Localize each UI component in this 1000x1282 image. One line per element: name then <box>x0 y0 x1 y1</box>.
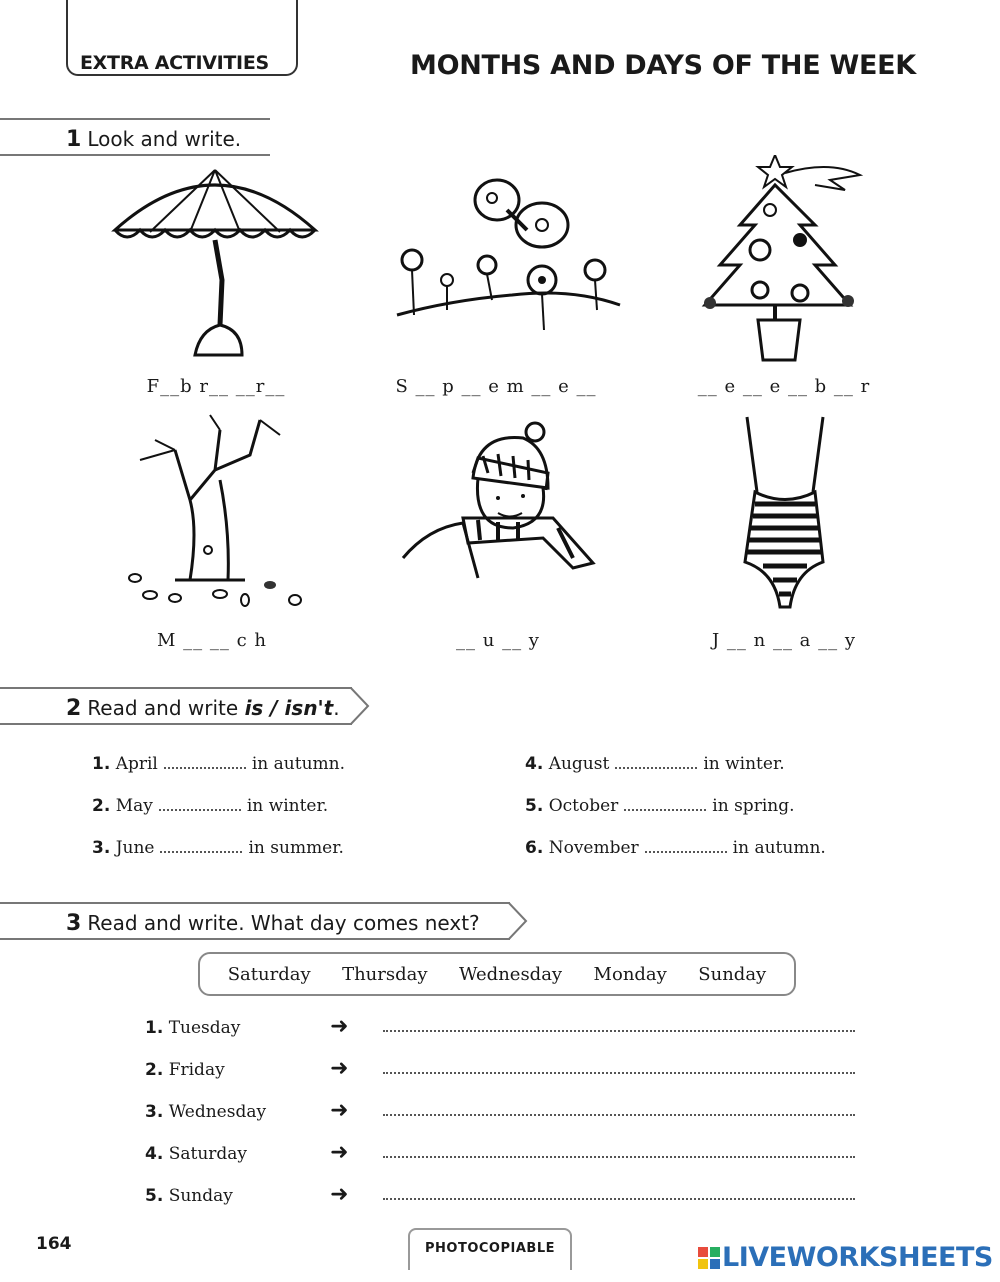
chevron-icon <box>350 687 370 725</box>
day-item: 5. Sunday <box>145 1186 233 1206</box>
puzzle-5[interactable]: __ u __ y <box>456 630 540 651</box>
swimsuit-picture <box>735 412 835 612</box>
answer-line[interactable] <box>383 1072 855 1074</box>
puzzle-6[interactable]: J __ n __ a __ y <box>711 630 857 651</box>
word-bank-word: Sunday <box>698 963 767 985</box>
boy-winter-picture <box>398 418 608 588</box>
answer-blank[interactable] <box>624 809 706 811</box>
page-title: MONTHS AND DAYS OF THE WEEK <box>410 50 916 81</box>
day-item: 1. Tuesday <box>145 1018 241 1038</box>
day-item: 3. Wednesday <box>145 1102 267 1122</box>
list-item: 3. June in summer. <box>92 838 344 858</box>
section-2-header <box>0 687 352 725</box>
arrow-right-icon: ➜ <box>330 1056 349 1081</box>
list-item: 6. November in autumn. <box>525 838 826 858</box>
answer-blank[interactable] <box>645 851 727 853</box>
list-item: 2. May in winter. <box>92 796 329 816</box>
section-2-instruction-prefix: Read and write <box>87 696 245 720</box>
word-bank-word: Monday <box>593 963 667 985</box>
puzzle-4[interactable]: M __ __ c h <box>157 630 267 651</box>
day-item: 4. Saturday <box>145 1144 248 1164</box>
puzzle-2[interactable]: S __ p __ e m __ e __ <box>395 376 597 397</box>
photocopiable-tab: PHOTOCOPIABLE <box>408 1228 572 1270</box>
umbrella-picture <box>110 160 320 360</box>
section-2-number: 2 <box>66 696 82 721</box>
puzzle-3[interactable]: __ e __ e __ b __ r <box>697 376 871 397</box>
word-bank <box>198 952 796 996</box>
arrow-right-icon: ➜ <box>330 1140 349 1165</box>
list-item: 1. April in autumn. <box>92 754 346 774</box>
day-item: 2. Friday <box>145 1060 225 1080</box>
logo-icon <box>698 1247 720 1269</box>
tab-label: EXTRA ACTIVITIES <box>80 52 269 74</box>
chevron-icon <box>508 902 528 940</box>
answer-blank[interactable] <box>615 767 697 769</box>
section-2-instruction-suffix: . <box>333 696 340 720</box>
section-1-header <box>0 118 270 156</box>
section-1-number: 1 <box>66 127 82 152</box>
christmas-tree-picture <box>700 155 870 365</box>
butterfly-flowers-picture <box>392 170 622 340</box>
word-bank-word: Thursday <box>342 963 428 985</box>
arrow-right-icon: ➜ <box>330 1014 349 1039</box>
answer-line[interactable] <box>383 1156 855 1158</box>
word-bank-word: Wednesday <box>458 963 563 985</box>
list-item: 4. August in winter. <box>525 754 785 774</box>
liveworksheets-logo <box>698 1242 993 1273</box>
tree-leaves-picture <box>120 410 310 610</box>
word-bank-word: Saturday <box>227 963 311 985</box>
list-item: 5. October in spring. <box>525 796 795 816</box>
section-3-instruction: Read and write. What day comes next? <box>87 911 480 935</box>
section-1-instruction: Look and write. <box>87 127 242 151</box>
answer-blank[interactable] <box>160 851 242 853</box>
brand-text: LIVEWORKSHEETS <box>722 1242 993 1273</box>
answer-blank[interactable] <box>164 767 246 769</box>
answer-line[interactable] <box>383 1114 855 1116</box>
section-3-number: 3 <box>66 911 82 936</box>
page-number: 164 <box>36 1234 72 1254</box>
answer-line[interactable] <box>383 1198 855 1200</box>
puzzle-1[interactable]: F__b r__ __r__ <box>146 376 286 397</box>
arrow-right-icon: ➜ <box>330 1098 349 1123</box>
answer-line[interactable] <box>383 1030 855 1032</box>
section-2-instruction-emph: is / isn't <box>244 696 334 720</box>
arrow-right-icon: ➜ <box>330 1182 349 1207</box>
answer-blank[interactable] <box>159 809 241 811</box>
section-3-header <box>0 902 510 940</box>
